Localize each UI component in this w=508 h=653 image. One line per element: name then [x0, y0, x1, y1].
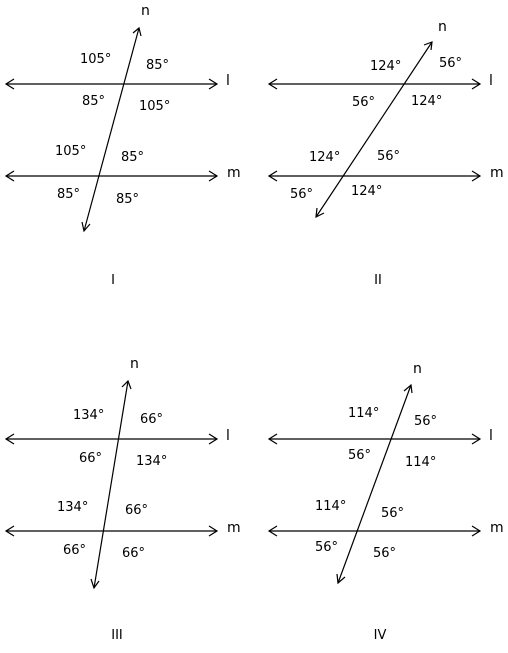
line-m-label: m	[490, 520, 504, 536]
angle-label: 134°	[136, 454, 168, 469]
angle-label: 114°	[315, 499, 347, 514]
line-l-label: l	[226, 428, 230, 444]
angle-label: 56°	[381, 506, 405, 521]
angle-label: 66°	[140, 412, 164, 427]
angle-label: 85°	[121, 150, 145, 165]
angle-label: 66°	[63, 543, 87, 558]
line-m	[6, 526, 217, 536]
angle-label: 85°	[146, 58, 170, 73]
figure-caption: IV	[373, 628, 387, 643]
angle-label: 105°	[55, 144, 87, 159]
line-n-label: n	[141, 3, 150, 19]
line-l	[269, 79, 480, 89]
angle-label: 66°	[79, 451, 103, 466]
angle-label: 114°	[405, 455, 437, 470]
figure-2	[269, 19, 504, 288]
line-m	[269, 526, 480, 536]
line-l-label: l	[226, 73, 230, 89]
line-n-label: n	[130, 356, 139, 372]
angle-label: 85°	[57, 187, 81, 202]
line-l	[6, 79, 217, 89]
angle-label: 56°	[348, 448, 372, 463]
line-n-label: n	[413, 361, 422, 377]
angle-label: 134°	[73, 408, 105, 423]
figure-caption: III	[111, 628, 123, 643]
figure-3	[6, 356, 241, 643]
line-n-label: n	[438, 19, 447, 35]
angle-label: 105°	[80, 52, 112, 67]
figure-1	[6, 3, 241, 288]
figure-caption: II	[374, 273, 382, 288]
angle-label: 56°	[377, 149, 401, 164]
angle-label: 114°	[348, 406, 380, 421]
figure-4	[269, 361, 504, 643]
line-l	[269, 434, 480, 444]
line-l-label: l	[489, 428, 493, 444]
angle-label: 124°	[351, 184, 383, 199]
angle-label: 66°	[122, 546, 146, 561]
angle-label: 56°	[315, 540, 339, 555]
angle-label: 85°	[116, 192, 140, 207]
line-m-label: m	[490, 165, 504, 181]
line-m	[6, 171, 217, 181]
angle-label: 56°	[352, 95, 376, 110]
angle-label: 66°	[125, 503, 149, 518]
angle-label: 124°	[411, 94, 443, 109]
angle-label: 134°	[57, 500, 89, 515]
angle-label: 56°	[373, 546, 397, 561]
angle-label: 85°	[82, 94, 106, 109]
line-m	[269, 171, 480, 181]
angle-label: 124°	[370, 59, 402, 74]
angle-label: 105°	[139, 99, 171, 114]
line-l	[6, 434, 217, 444]
line-m-label: m	[227, 520, 241, 536]
angle-label: 56°	[290, 187, 314, 202]
line-m-label: m	[227, 165, 241, 181]
angle-label: 56°	[439, 56, 463, 71]
angle-label: 124°	[309, 150, 341, 165]
angle-label: 56°	[414, 414, 438, 429]
figure-caption: I	[111, 273, 115, 288]
line-l-label: l	[489, 73, 493, 89]
